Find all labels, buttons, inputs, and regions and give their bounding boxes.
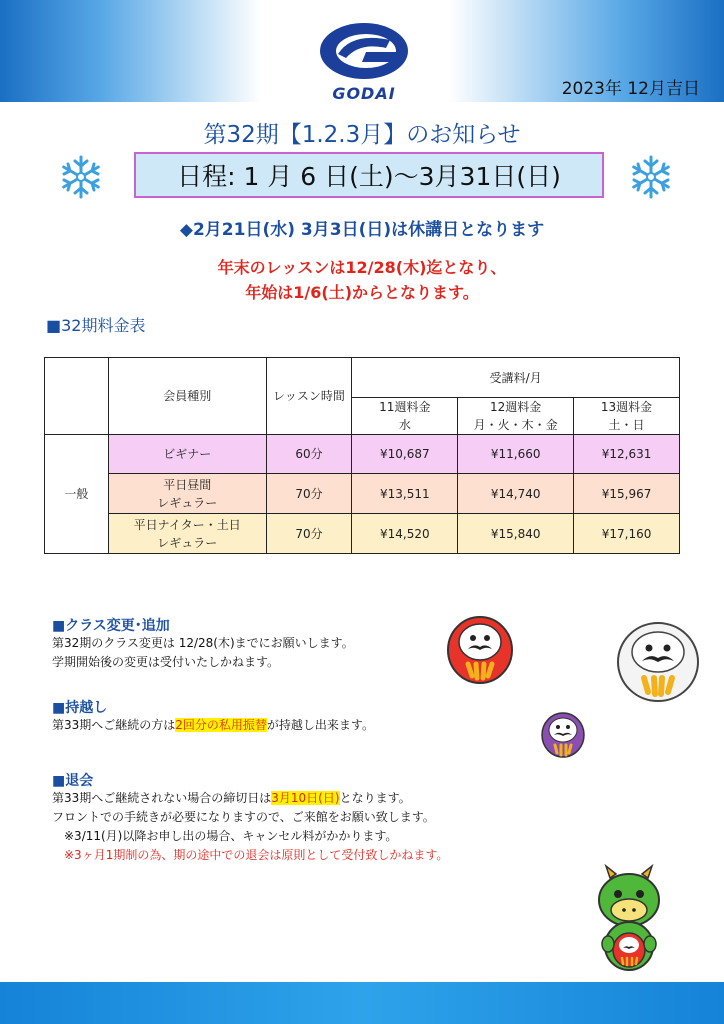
corner-cell — [45, 358, 109, 435]
fee-cell: ¥14,740 — [458, 474, 574, 514]
lesson-time: 60分 — [266, 435, 352, 474]
snowflake-icon — [58, 154, 104, 200]
fee-header: 受講料/月 — [352, 358, 680, 398]
fee-cell: ¥12,631 — [574, 435, 680, 474]
fee-cell: ¥14,520 — [352, 514, 458, 554]
carryover-title: ■持越し — [52, 700, 108, 716]
fee-cell: ¥17,160 — [574, 514, 680, 554]
issue-date: 2023年 12月吉日 — [561, 79, 700, 99]
member-type: 平日昼間 レギュラー — [108, 474, 266, 514]
fee-table — [44, 357, 680, 554]
week-header: 11週料金 水 — [352, 398, 458, 435]
member-type: ビギナー — [108, 435, 266, 474]
table-row — [45, 474, 680, 514]
white-daruma-icon — [614, 618, 702, 704]
week-header: 12週料金 月・火・木・金 — [458, 398, 574, 435]
lesson-time: 70分 — [266, 514, 352, 554]
carryover-highlight: 2回分の私用振替 — [175, 718, 267, 732]
purple-daruma-icon — [540, 710, 586, 758]
withdrawal-title: ■退会 — [52, 773, 94, 789]
lesson-time-header: レッスン時間 — [266, 358, 352, 435]
deadline-highlight: 3月10日(日) — [271, 791, 340, 805]
fee-table-heading: ■32期料金表 — [46, 316, 146, 335]
fee-cell: ¥10,687 — [352, 435, 458, 474]
table-row — [45, 435, 680, 474]
fee-cell: ¥15,967 — [574, 474, 680, 514]
class-change-title: ■クラス変更･追加 — [52, 618, 170, 634]
member-type: 平日ナイター・土日 レギュラー — [108, 514, 266, 554]
week-header: 13週料金 土・日 — [574, 398, 680, 435]
lesson-time: 70分 — [266, 474, 352, 514]
year-end-notice — [0, 255, 724, 305]
withdrawal-text: 第33期へご継続されない場合の締切日は3月10日(日)となります。 フロントでの手続きが必要になりますので、ご来館をお願い致します。 ※3/11(月)以降お申し出の場合、キャンセル料がかかります。 ※3ヶ月1期制の為、期の途中での退会は原則として受付致しかねます。 — [52, 791, 449, 862]
member-type-header: 会員種別 — [108, 358, 266, 435]
fee-cell: ¥15,840 — [458, 514, 574, 554]
dragon-mascot-icon — [592, 864, 666, 974]
page-title: 第32期【1.2.3月】のお知らせ — [203, 122, 521, 148]
godai-logo-icon — [316, 18, 412, 84]
year-end-notice-line2: 年始は1/6(土)からとなります。 — [245, 283, 479, 302]
snowflake-icon — [628, 154, 674, 200]
fee-cell: ¥11,660 — [458, 435, 574, 474]
fee-cell: ¥13,511 — [352, 474, 458, 514]
godai-logo — [316, 18, 412, 104]
footer-band — [0, 982, 724, 1024]
group-label: 一般 — [45, 435, 109, 554]
carryover-text: 第33期へご継続の方は2回分の私用振替が持越し出来ます。 — [52, 718, 374, 732]
table-row — [45, 514, 680, 554]
class-change-text: 第32期のクラス変更は 12/28(木)までにお願いします。 学期開始後の変更は受付いたしかねます。 — [52, 636, 354, 669]
logo-text: GODAI — [332, 84, 396, 103]
red-daruma-icon — [446, 612, 514, 684]
schedule-box: 日程: 1 月 6 日(土)～3月31日(日) — [134, 152, 604, 198]
year-end-notice-line1: 年末のレッスンは12/28(木)迄となり、 — [217, 258, 507, 277]
holiday-notice: ◆2月21日(水) 3月3日(日)は休講日となります — [179, 220, 545, 240]
